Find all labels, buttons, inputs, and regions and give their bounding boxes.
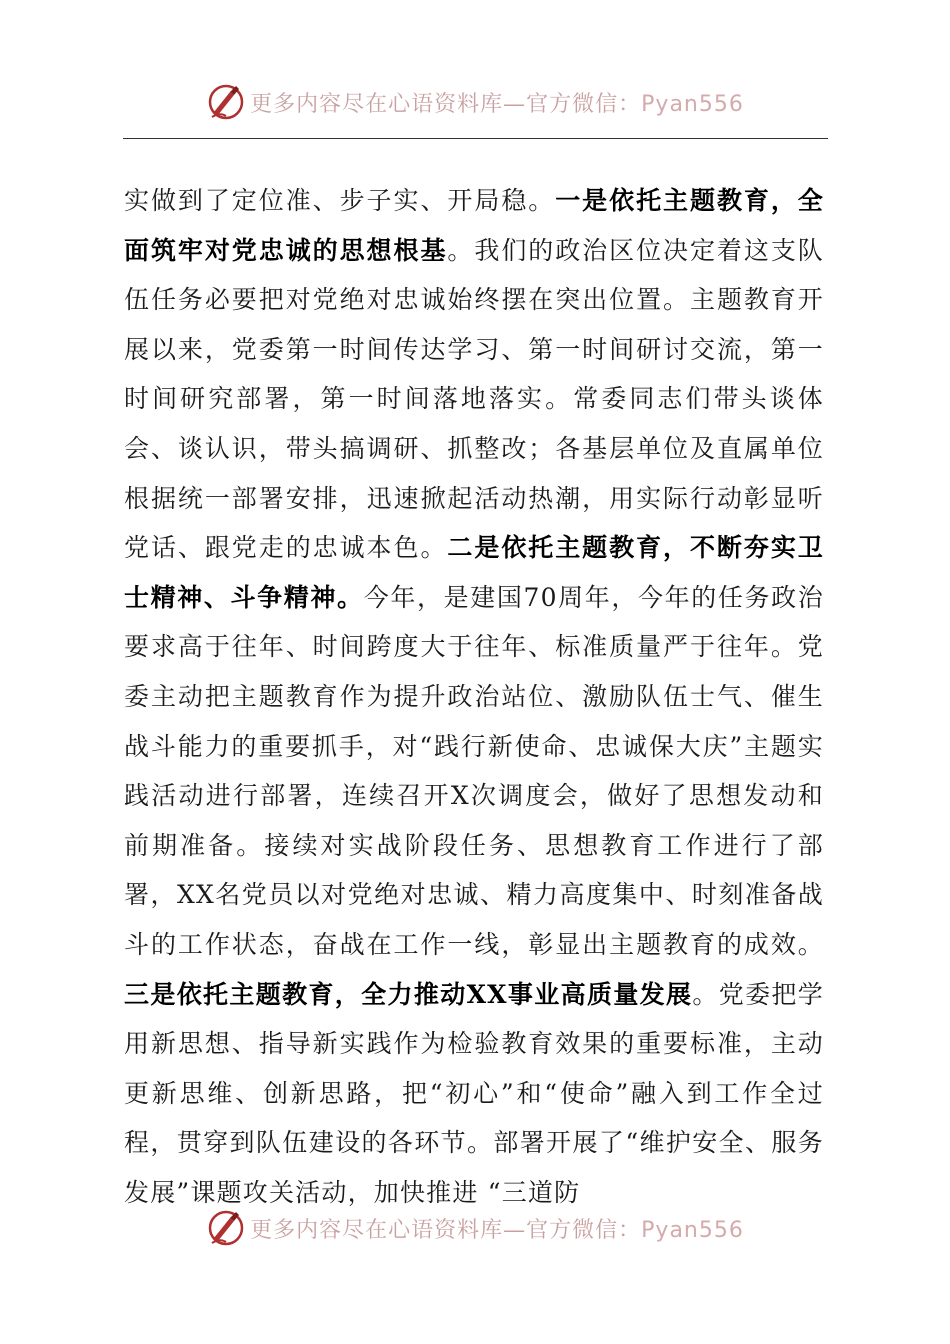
- bold-heading-segment: 一是依托主题教育，全面筑牢对党忠诚的思想根基: [124, 186, 824, 265]
- text-segment: 实做到了定位准、步子实、开局稳。: [124, 186, 556, 215]
- text-segment: 。我们的政治区位决定着这支队伍任务必要把对党绝对忠诚始终摆在突出位置。主题教育开展以来，党委第一时间传达学习、第一时间研讨交流，第一时间研究部署，第一时间落地落实。常委同志们带头谈体会、谈认识，带头搞调研、抓整改；各基层单位及直属单位根据统一部署安排，迅速掀起活动热潮，用实际行动彰显听党话、跟党走的忠诚本色。: [124, 235, 824, 563]
- text-segment: 今年，是建国70周年，今年的任务政治要求高于往年、时间跨度大于往年、标准质量严于往年。党委主动把主题教育作为提升政治站位、激励队伍士气、催生战斗能力的重要抓手，对“践行新使命、忠诚保大庆”主题实践活动进行部署，连续召开X次调度会，做好了思想发动和前期准备。接续对实战阶段任务、思想教育工作进行了部署，XX名党员以对党绝对忠诚、精力高度集中、时刻准备战斗的工作状态，奋战在工作一线，彰显出主题教育的成效。: [124, 582, 824, 959]
- footer-watermark: [0, 1206, 950, 1250]
- watermark-text: 更多内容尽在心语资料库—官方微信：Pyan556: [250, 1217, 744, 1243]
- header-watermark: [0, 80, 950, 124]
- body-paragraph: [124, 176, 824, 1217]
- pen-logo-icon: [206, 82, 246, 122]
- watermark-text: 更多内容尽在心语资料库—官方微信：Pyan556: [250, 91, 744, 117]
- pen-logo-icon: [206, 1208, 246, 1248]
- text-segment: 。党委把学用新思想、指导新实践作为检验教育效果的重要标准，主动更新思维、创新思路，把“初心”和“使命”融入到工作全过程，贯穿到队伍建设的各环节。部署开展了“维护安全、服务发展”课题攻关活动，加快推进 “三道防: [124, 979, 824, 1207]
- bold-heading-segment: 二是依托主题教育，不断夯实卫士精神、斗争精神。: [124, 533, 824, 612]
- bold-heading-segment: 三是依托主题教育，全力推动XX事业高质量发展: [124, 979, 693, 1009]
- header-divider: [123, 138, 828, 139]
